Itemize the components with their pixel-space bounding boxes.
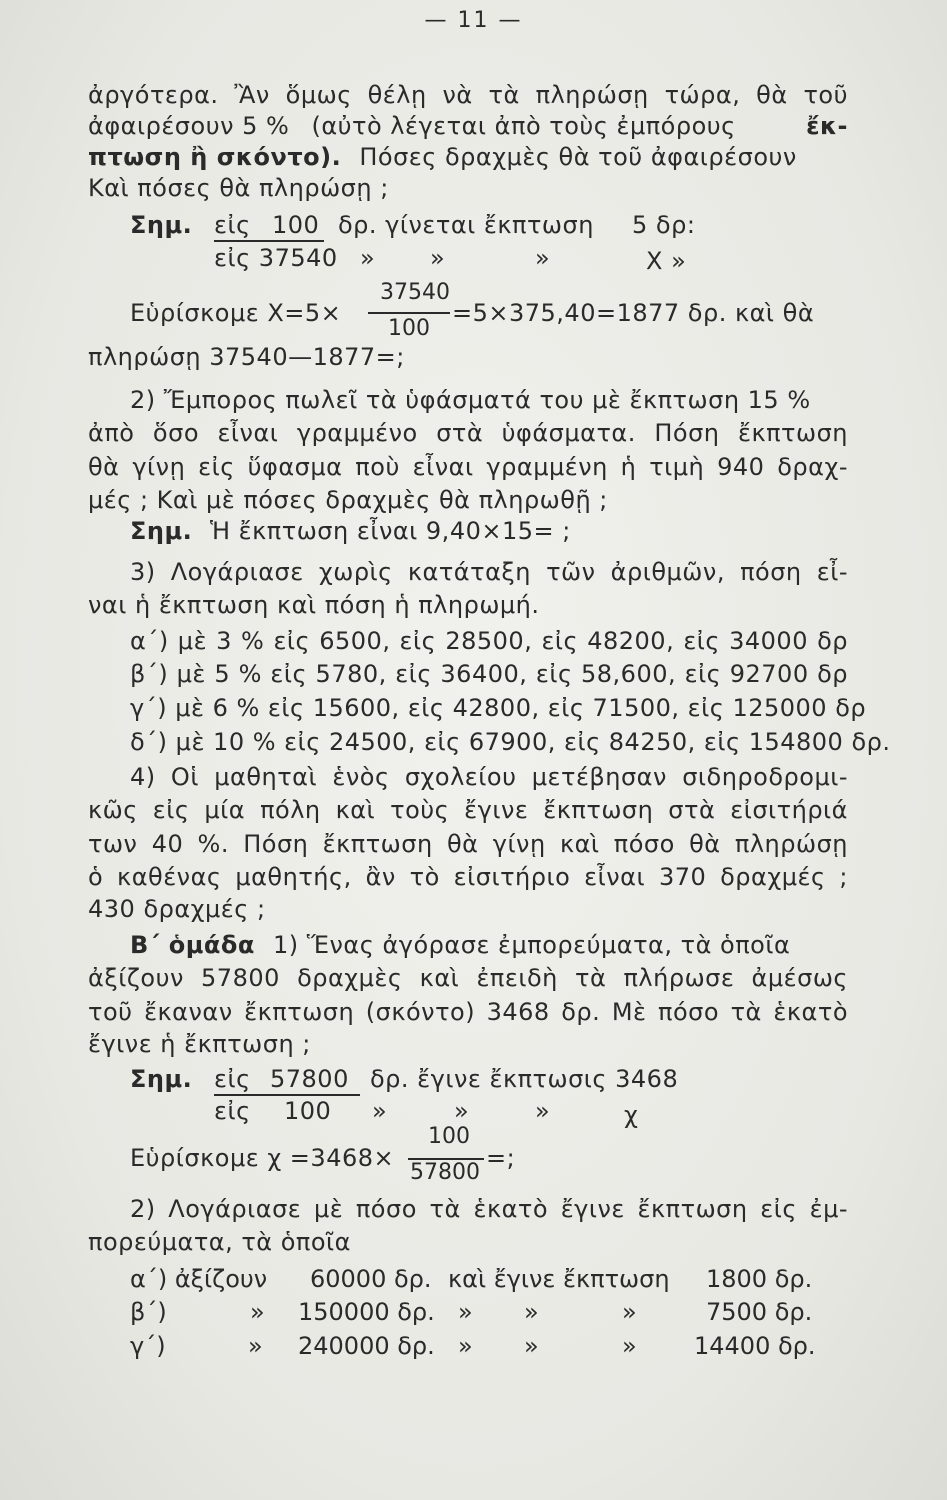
fraction-numerator: 37540: [380, 280, 450, 305]
text-line: β΄) μὲ 5 % εἰς 5780, εἰς 36400, εἰς 58,600, εἰς 92700 δρ: [130, 660, 848, 688]
text-line: πληρώσῃ 37540—1877=;: [88, 343, 405, 371]
text-line: κῶς εἰς μία πόλη καὶ τοὺς ἔγινε ἔκπτωση στὰ εἰσιτήριά: [88, 796, 848, 824]
ditto-mark: »: [372, 1097, 388, 1125]
page-number: — 11 —: [424, 8, 523, 33]
underline: [214, 240, 324, 242]
ditto-mark: »: [458, 1298, 473, 1326]
text-line: 3) Λογάριασε χωρὶς κατάταξη τῶν ἀριθμῶν, πόση εἶ-: [130, 558, 848, 586]
text-line: ἀργότερα. Ἂν ὅμως θέλῃ νὰ τὰ πληρώσῃ τώρα, θὰ τοῦ: [88, 81, 848, 109]
formula-text: Εὑρίσκομε Χ=5×: [130, 299, 342, 327]
ditto-mark: »: [622, 1298, 637, 1326]
text-fragment: ἀφαιρέσουν 5 %: [88, 112, 290, 140]
fraction-denominator: 100: [388, 316, 430, 341]
ditto-mark: »: [458, 1332, 473, 1360]
fraction-bar: [368, 312, 450, 314]
bold-term: πτωση ἢ σκόντο).: [88, 143, 342, 171]
fraction-denominator: 57800: [410, 1160, 480, 1185]
text-fragment: (αὐτὸ λέγεται ἀπὸ τοὺς ἐμπόρους: [311, 112, 736, 140]
text-line: γ΄) μὲ 6 % εἰς 15600, εἰς 42800, εἰς 71500, εἰς 125000 δρ: [130, 694, 867, 722]
text-line: [88, 111, 848, 141]
text-line: ἀπὸ ὅσο εἶναι γραμμένο στὰ ὑφάσματα. Πόση ἔκπτωση: [88, 419, 848, 447]
ditto-mark: »: [524, 1298, 539, 1326]
formula-text: =5×375,40=1877 δρ. καὶ θὰ: [452, 299, 815, 327]
ditto-mark: »: [535, 244, 551, 272]
text-line: 2) Λογάριασε μὲ πόσο τὰ ἑκατὸ ἔγινε ἔκπτωση εἰς ἐμ-: [130, 1195, 848, 1223]
text-fragment: χ: [624, 1101, 639, 1129]
text-line: ἀξίζουν 57800 δραχμὲς καὶ ἐπειδὴ τὰ πλήρωσε ἀμέσως: [88, 964, 848, 992]
text-line: ἔγινε ἡ ἔκπτωση ;: [88, 1030, 311, 1058]
ditto-mark: »: [524, 1332, 539, 1360]
text-line: α΄) μὲ 3 % εἰς 6500, εἰς 28500, εἰς 48200, εἰς 34000 δρ: [130, 627, 848, 655]
number: 57800: [270, 1065, 349, 1093]
ditto-mark: »: [622, 1332, 637, 1360]
discount-cell: 7500 δρ.: [706, 1298, 813, 1326]
text-line: τοῦ ἔκαναν ἔκπτωση (σκόντο) 3468 δρ. Μὲ πόσο τὰ ἑκατὸ: [88, 998, 848, 1026]
row-label: γ΄): [130, 1332, 166, 1360]
text-line: Καὶ πόσες θὰ πληρώσῃ ;: [88, 174, 389, 202]
text-fragment: εἰς: [214, 1097, 251, 1125]
amount-cell: 60000 δρ.: [310, 1265, 432, 1293]
text-line: [130, 930, 848, 960]
text-line: ναι ἡ ἔκπτωση καὶ πόση ἡ πληρωμή.: [88, 591, 540, 619]
text-fragment: δρ. ἔγινε ἔκπτωσις 3468: [370, 1065, 679, 1093]
ditto-mark: »: [360, 244, 376, 272]
text-fragment: εἰς: [214, 1065, 251, 1093]
ditto-mark: »: [250, 1298, 265, 1326]
number: 100: [272, 211, 320, 239]
text-fragment: Ἡ ἔκπτωση εἶναι 9,40×15= ;: [210, 517, 571, 545]
text-fragment: Πόσες δραχμὲς θὰ τοῦ ἀφαιρέσουν: [359, 143, 797, 171]
text-line: μές ; Καὶ μὲ πόσες δραχμὲς θὰ πληρωθῇ ;: [88, 486, 608, 514]
text-fragment: εἰς: [214, 211, 251, 239]
bold-term: ἔκ-: [806, 112, 848, 140]
row-label: β΄): [130, 1298, 167, 1326]
fraction-numerator: 100: [428, 1124, 470, 1149]
text-fragment: εἰς 37540: [214, 244, 338, 272]
amount-cell: 150000 δρ.: [298, 1298, 435, 1326]
section-heading: Β΄ ὁμάδα: [130, 931, 255, 959]
formula-text: =;: [486, 1144, 516, 1172]
number: 100: [284, 1097, 332, 1125]
text-fragment: δρ. γίνεται ἔκπτωση: [338, 211, 594, 239]
ditto-mark: »: [248, 1332, 263, 1360]
text-line: 2) Ἔμπορος πωλεῖ τὰ ὑφάσματά του μὲ ἔκπτωση 15 %: [130, 386, 811, 414]
text-fragment: 1) Ἕνας ἀγόρασε ἐμπορεύματα, τὰ ὁποῖα: [273, 931, 791, 959]
discount-cell: 1800 δρ.: [706, 1265, 813, 1293]
text-fragment: Χ »: [646, 247, 687, 275]
ditto-mark: »: [535, 1097, 551, 1125]
discount-cell: 14400 δρ.: [694, 1332, 816, 1360]
note-label: Σημ.: [130, 1065, 193, 1093]
ditto-mark: »: [430, 244, 446, 272]
text-line: [88, 142, 848, 172]
note-label: Σημ.: [130, 211, 193, 239]
text-line: 430 δραχμές ;: [88, 895, 266, 923]
middle-cell: καὶ ἔγινε ἔκπτωση: [448, 1265, 670, 1293]
ditto-mark: »: [454, 1097, 470, 1125]
text-line: ὁ καθένας μαθητής, ἂν τὸ εἰσιτήριο εἶναι 370 δραχμές ;: [88, 863, 848, 891]
amount-cell: 240000 δρ.: [298, 1332, 435, 1360]
text-line: των 40 %. Πόση ἔκπτωση θὰ γίνῃ καὶ πόσο θὰ πληρώσῃ: [88, 830, 848, 858]
note-label: Σημ.: [130, 517, 193, 545]
text-line: πορεύματα, τὰ ὁποῖα: [88, 1228, 351, 1256]
formula-text: Εὑρίσκομε χ =3468×: [130, 1144, 395, 1172]
row-label: α΄) ἀξίζουν: [130, 1265, 268, 1293]
text-line: δ΄) μὲ 10 % εἰς 24500, εἰς 67900, εἰς 84250, εἰς 154800 δρ.: [130, 728, 891, 756]
text-fragment: 5 δρ:: [632, 211, 696, 239]
text-line: 4) Οἱ μαθηταὶ ἑνὸς σχολείου μετέβησαν σιδηροδρομι-: [130, 763, 848, 791]
text-line: θὰ γίνῃ εἰς ὕφασμα ποὺ εἶναι γραμμένη ἡ τιμὴ 940 δραχ-: [88, 453, 848, 481]
